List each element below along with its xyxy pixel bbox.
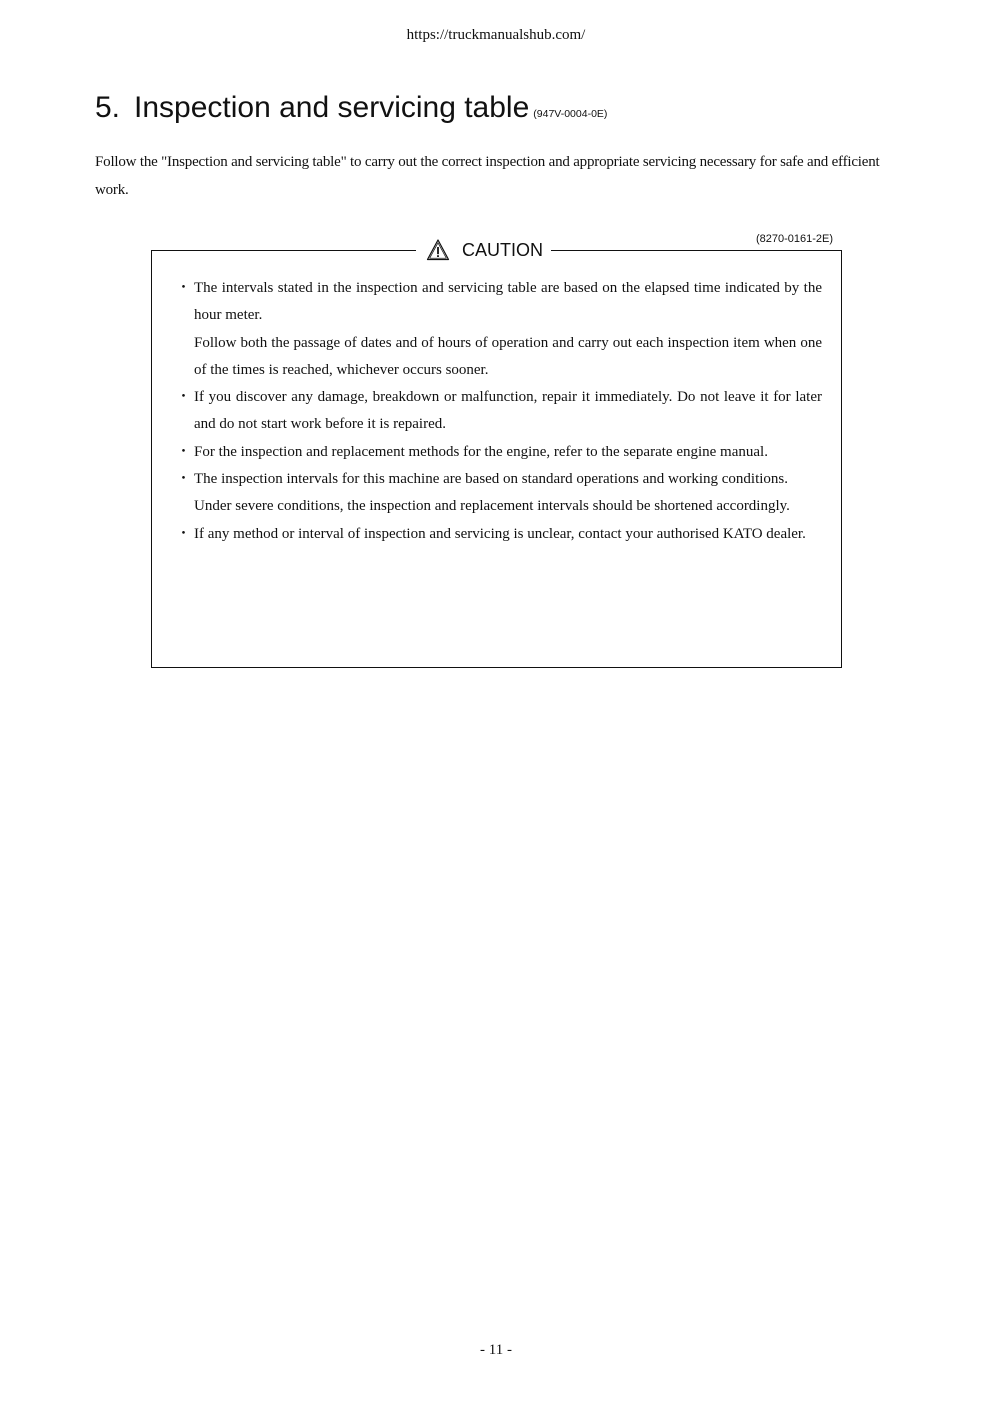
caution-list-item bbox=[174, 439, 822, 466]
caution-ref-code: (8270-0161-2E) bbox=[755, 233, 833, 245]
section-title bbox=[95, 88, 607, 134]
intro-paragraph: Follow the "Inspection and servicing table" to carry out the correct inspection and appropriate servicing necessary for safe and efficient work. bbox=[95, 154, 880, 198]
caution-header bbox=[416, 237, 551, 263]
caution-list-item bbox=[174, 275, 822, 384]
warning-triangle-icon bbox=[426, 238, 450, 262]
section-title-text: Inspection and servicing table bbox=[134, 91, 530, 124]
caution-paragraph: If you discover any damage, breakdown or malfunction, repair it immediately. Do not leave it for later and do not start work before it is repaired. bbox=[194, 389, 822, 433]
caution-paragraph: If any method or interval of inspection and servicing is unclear, contact your authorised KATO dealer. bbox=[194, 525, 806, 542]
caution-list-item bbox=[174, 384, 822, 439]
bullet-mark: ・ bbox=[176, 471, 192, 488]
caution-list-item bbox=[174, 521, 822, 548]
bullet-mark: ・ bbox=[176, 389, 192, 406]
bullet-mark: ・ bbox=[176, 280, 192, 296]
section-number: 5. bbox=[95, 91, 121, 124]
caution-paragraph: Under severe conditions, the inspection and replacement intervals should be shortened accordingly. bbox=[194, 498, 790, 515]
section-code: (947V-0004-0E) bbox=[533, 108, 608, 120]
caution-list-item bbox=[174, 466, 822, 521]
caution-paragraph: The intervals stated in the inspection and servicing table are based on the elapsed time indicated by the hour meter. bbox=[194, 280, 822, 324]
caution-paragraph: Follow both the passage of dates and of hours of operation and carry out each inspection item when one of the times is reached, whichever occurs sooner. bbox=[194, 334, 822, 378]
header-url: https://truckmanualshub.com/ bbox=[406, 27, 586, 43]
bullet-mark: ・ bbox=[176, 443, 192, 460]
caution-box bbox=[151, 240, 842, 668]
caution-label: CAUTION bbox=[462, 240, 543, 260]
caution-list bbox=[174, 275, 822, 548]
page-number: - 11 - bbox=[480, 1342, 512, 1358]
caution-paragraph: The inspection intervals for this machine are based on standard operations and working conditions. bbox=[194, 471, 789, 488]
caution-paragraph: For the inspection and replacement methods for the engine, refer to the separate engine manual. bbox=[194, 443, 768, 460]
bullet-mark: ・ bbox=[176, 525, 192, 542]
